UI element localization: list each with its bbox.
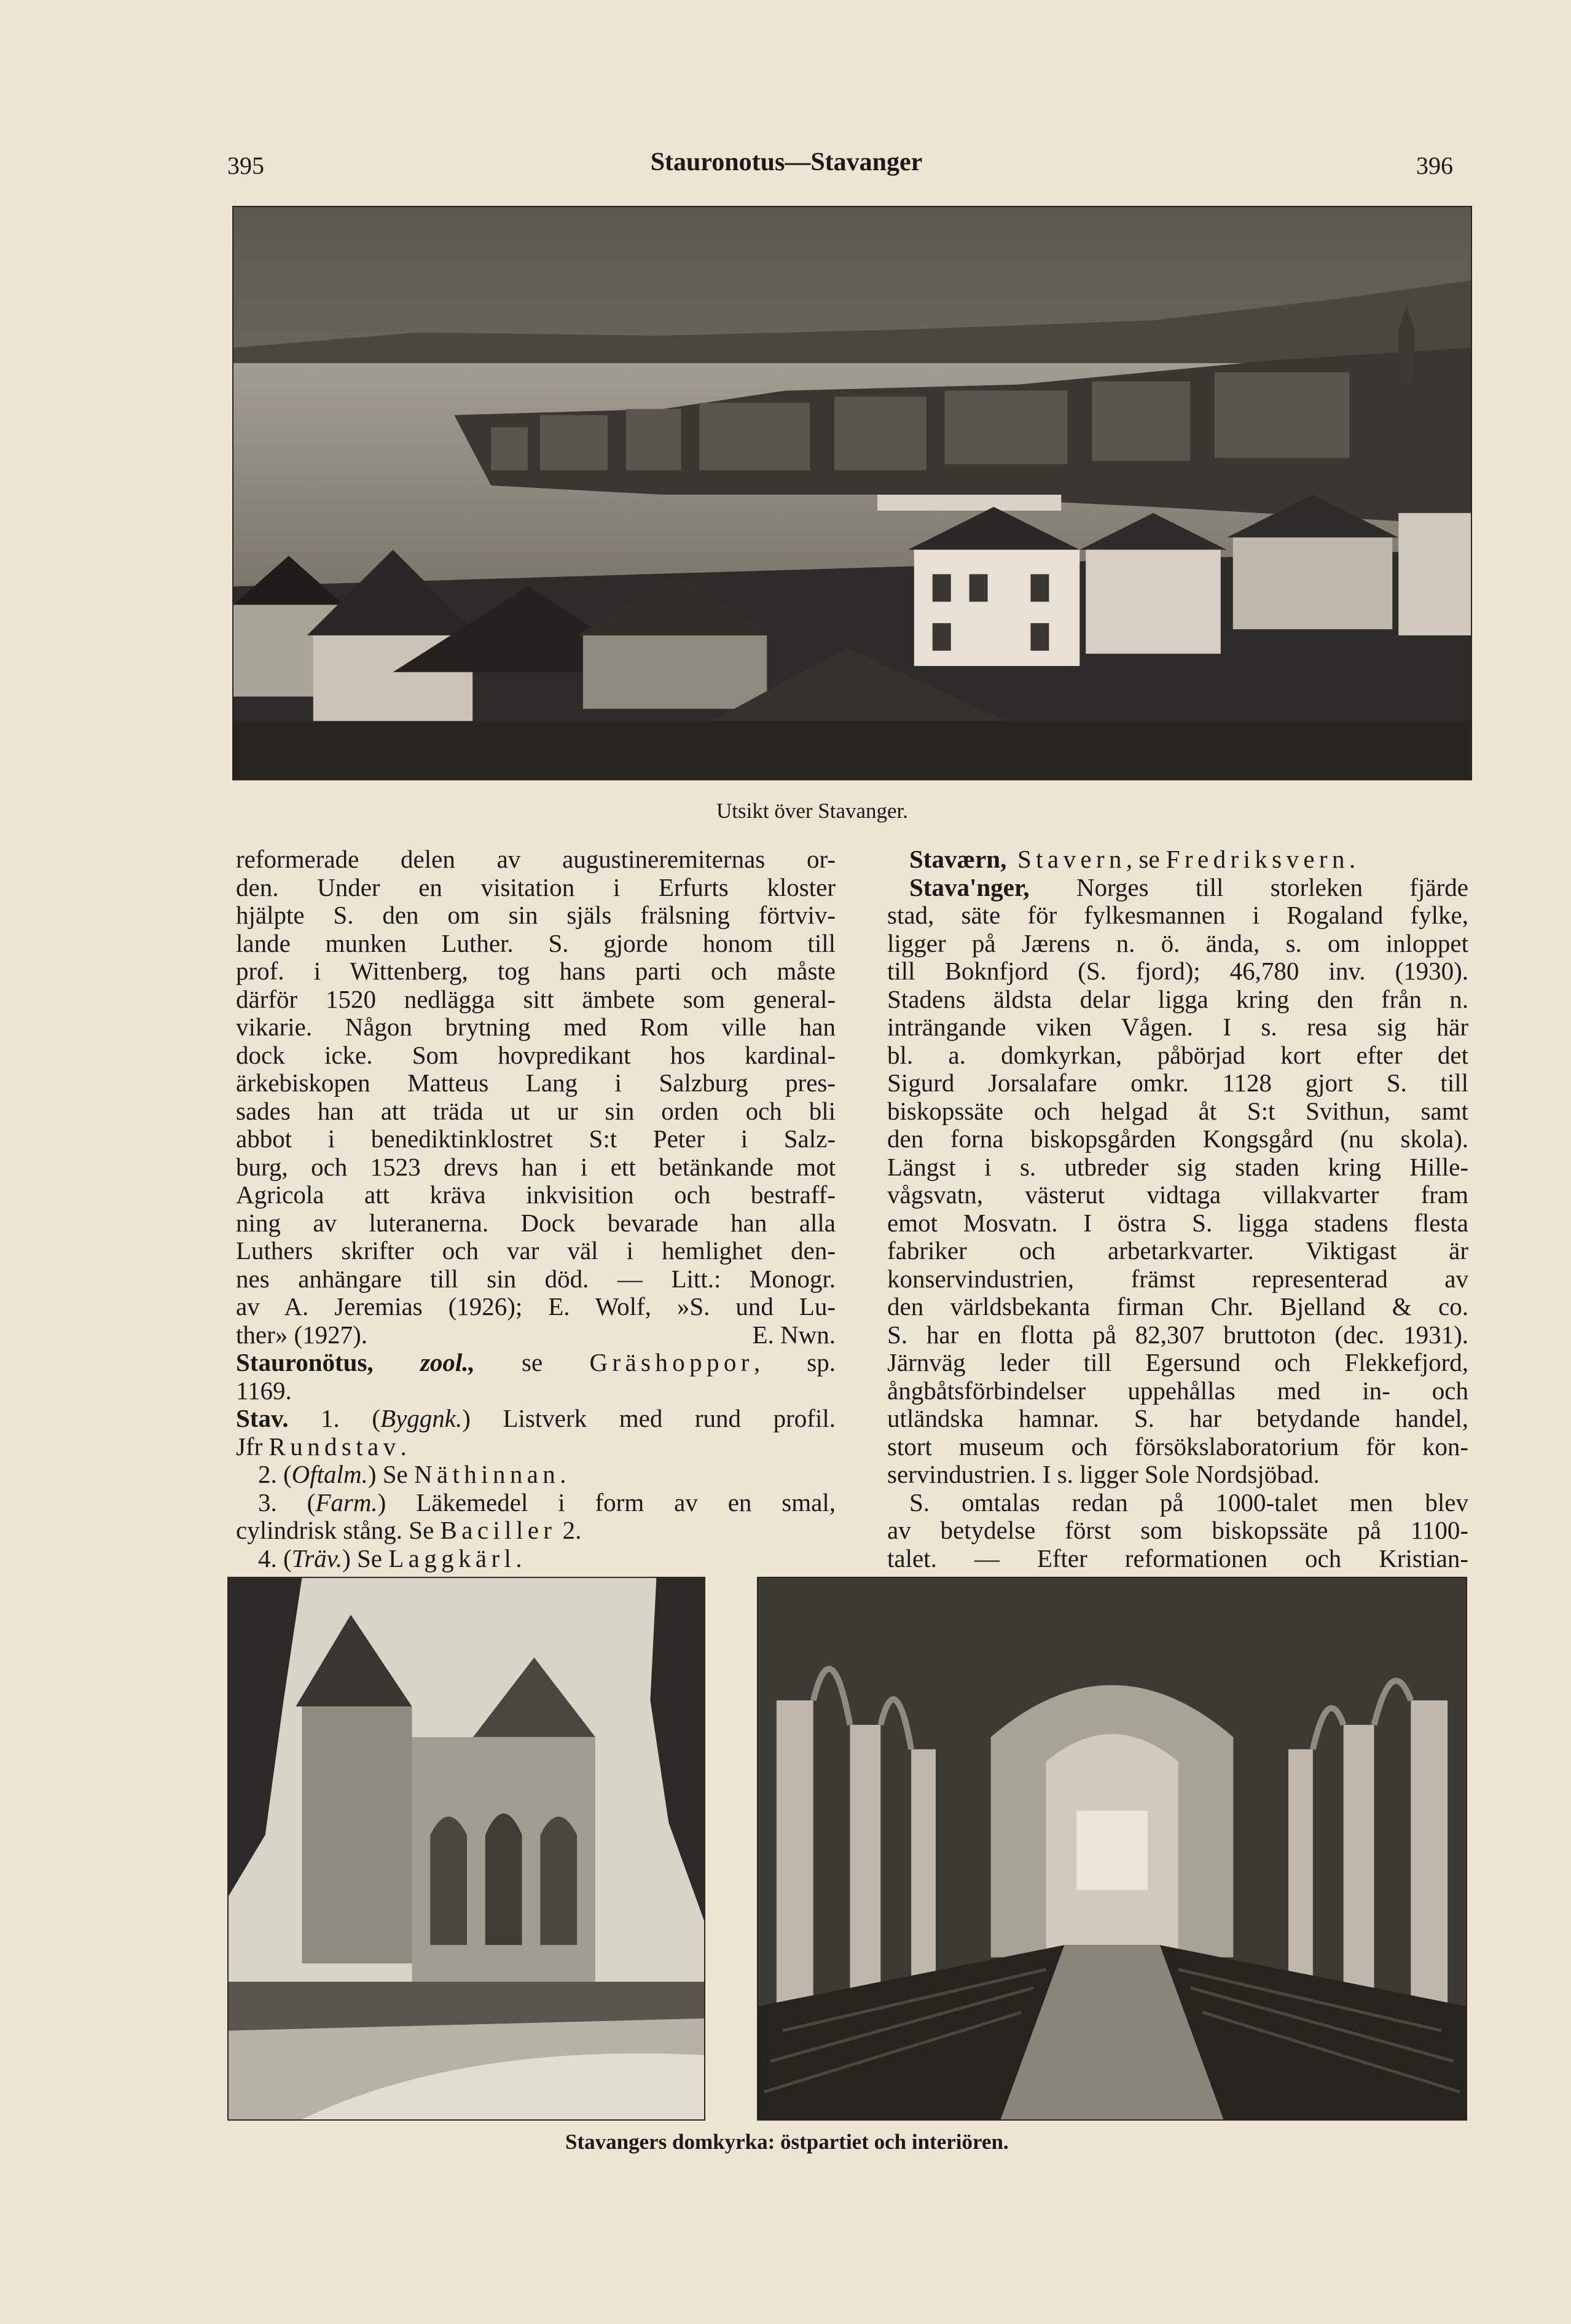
- text-line: servindustrien. I s. ligger Sole Nordsjöbad.: [887, 1460, 1320, 1488]
- text-line: Järnväg leder till Egersund och Flekkefjord,: [887, 1348, 1468, 1376]
- text-fragment: 1. (: [288, 1404, 381, 1432]
- text-line: Stadens äldsta delar ligga kring den från n.: [887, 984, 1468, 1013]
- text-line: konservindustrien, främst representerad av: [887, 1264, 1468, 1293]
- text-line: nes anhängare till sin död. — Litt.: Monogr.: [236, 1264, 836, 1293]
- entry-domain: Farm.: [315, 1488, 378, 1517]
- text-fragment: 2.: [556, 1516, 582, 1544]
- text-line: av betydelse först som biskopssäte på 1100-: [887, 1516, 1468, 1544]
- text-line: hjälpte S. den om sin själs frälsning förtviv-: [236, 901, 836, 929]
- text-line: abbot i benediktinklostret S:t Peter i Salz-: [236, 1125, 836, 1153]
- text-line: Sigurd Jorsalafare omkr. 1128 gjort S. till: [887, 1069, 1468, 1097]
- text-line: Agricola att kräva inkvisition och bestraff-: [236, 1180, 836, 1209]
- text-line: därför 1520 nedlägga sitt ämbete som general-: [236, 984, 836, 1013]
- text-line: biskopssäte och helgad åt S:t Svithun, samt: [887, 1096, 1468, 1125]
- text-line: S. omtalas redan på 1000-talet men blev: [909, 1488, 1468, 1517]
- text-fragment: 2. (: [258, 1460, 292, 1488]
- text-fragment: , sp.: [753, 1348, 836, 1376]
- entry-stauronotus: [236, 1349, 836, 1377]
- text-line: [236, 1433, 836, 1461]
- text-fragment: Norges till storleken fjärde: [1029, 873, 1468, 901]
- entry-term: Stava'nger,: [909, 873, 1030, 901]
- author-signature: E. Nwn.: [752, 1320, 836, 1349]
- page-number-left: 395: [227, 152, 264, 179]
- text-line: vikarie. Någon brytning med Rom ville han: [236, 1013, 836, 1041]
- text-fragment: 3. (: [258, 1488, 316, 1517]
- page-number-right: 396: [1416, 152, 1453, 179]
- text-line: talet. — Efter reformationen och Kristian-: [887, 1544, 1468, 1572]
- text-fragment: ) Läkemedel i form av en smal,: [377, 1488, 836, 1517]
- running-head: Stauronotus—Stavanger: [650, 148, 923, 176]
- cross-reference: Rundstav: [268, 1432, 401, 1461]
- text-line: S. har en flotta på 82,307 bruttoton (dec. 1931).: [887, 1320, 1468, 1349]
- text-line: ärkebiskopen Matteus Lang i Salzburg pres-: [236, 1069, 836, 1097]
- text-line: ning av luteranerna. Dock bevarade han alla: [236, 1208, 836, 1237]
- cathedral-interior-image: [758, 1578, 1466, 2119]
- text-line: ångbåtsförbindelser uppehållas med in- och: [887, 1376, 1468, 1405]
- text-line: inträngande viken Vågen. I s. resa sig här: [887, 1013, 1468, 1041]
- text-fragment: se: [474, 1348, 590, 1376]
- cross-reference: Laggkärl: [388, 1544, 516, 1572]
- text-line: [236, 1461, 836, 1489]
- cross-reference: Näthinnan: [413, 1460, 560, 1488]
- cathedral-interior-photo: [757, 1577, 1467, 2121]
- text-fragment: .: [560, 1460, 566, 1488]
- text-line: stad, säte för fylkesmannen i Rogaland fylke,: [887, 901, 1468, 929]
- entry-term: Stauronötus,: [236, 1348, 374, 1376]
- text-fragment: Jfr: [236, 1432, 269, 1461]
- text-line: sades han att träda ut ur sin orden och bli: [236, 1096, 836, 1125]
- cathedral-exterior-image: [229, 1578, 704, 2119]
- text-line: reformerade delen av augustineremiternas or-: [236, 845, 836, 873]
- entry-term: Stav.: [236, 1404, 289, 1432]
- text-line: emot Mosvatn. I östra S. ligga stadens flesta: [887, 1208, 1468, 1237]
- text-line: Längst i s. utbreder sig staden kring Hille-: [887, 1152, 1468, 1181]
- text-line-start: ther» (1927).: [236, 1320, 368, 1349]
- bottom-photos-caption: Stavangers domkyrka: östpartiet och interiören.: [565, 2130, 1009, 2154]
- entry-domain: Träv.: [291, 1544, 343, 1572]
- text-fragment: ) Se: [342, 1544, 389, 1572]
- text-fragment: ) Se: [367, 1460, 414, 1488]
- cross-reference: Fredriksvern: [1166, 845, 1349, 873]
- text-line: av A. Jeremias (1926); E. Wolf, »S. und Lu-: [236, 1292, 836, 1321]
- text-line: bl. a. domkyrkan, påbörjad kort efter det: [887, 1040, 1468, 1069]
- text-line: lande munken Luther. S. gjorde honom till: [236, 928, 836, 957]
- entry-domain: Oftalm.: [291, 1460, 368, 1488]
- text-line: till Boknfjord (S. fjord); 46,780 inv. (1930).: [887, 957, 1468, 985]
- text-line: prof. i Wittenberg, tog hans parti och måste: [236, 957, 836, 985]
- stavanger-view-image: [233, 207, 1471, 779]
- entry-domain: Byggnk.: [380, 1404, 463, 1432]
- text-line: den världsbekanta firman Chr. Bjelland & co.: [887, 1292, 1468, 1321]
- cross-reference: Gräshoppor: [589, 1348, 754, 1376]
- text-line: ligger på Jærens n. ö. ända, s. om inloppet: [887, 928, 1468, 957]
- entry-domain: zool.,: [420, 1348, 475, 1376]
- text-line: 1169.: [236, 1376, 292, 1405]
- text-fragment: ) Listverk med rund profil.: [462, 1404, 836, 1432]
- entry-stav: [236, 1405, 836, 1433]
- cathedral-exterior-photo: [227, 1577, 705, 2121]
- text-line: Luthers skrifter och var väl i hemlighet den-: [236, 1236, 836, 1265]
- stavanger-view-photo: [232, 206, 1472, 780]
- top-photo-caption: Utsikt över Stavanger.: [716, 799, 909, 823]
- text-fragment: .: [1349, 845, 1356, 873]
- text-line: dock icke. Som hovpredikant hos kardinal-: [236, 1040, 836, 1069]
- text-fragment: cylindrisk stång. Se: [236, 1516, 441, 1544]
- text-fragment: 4. (: [258, 1544, 292, 1572]
- text-line: vågsvatn, västerut vidtaga villakvarter fram: [887, 1180, 1468, 1209]
- text-fragment: .: [515, 1544, 522, 1572]
- text-line: utländska hamnar. S. har betydande handel,: [887, 1404, 1468, 1432]
- text-line: [236, 1545, 836, 1573]
- entry-stavanger: [887, 874, 1468, 902]
- text-line: [236, 1517, 836, 1545]
- right-column: [887, 846, 1468, 1572]
- text-line: [236, 1489, 836, 1517]
- cross-reference: Baciller: [440, 1516, 557, 1544]
- text-line: stort museum och försökslaboratorium för kon-: [887, 1432, 1468, 1461]
- entry-stavaern: [887, 846, 1468, 874]
- text-line: den forna biskopsgården Kongsgård (nu skola).: [887, 1125, 1468, 1153]
- text-fragment: , se: [1126, 845, 1166, 873]
- text-line: den. Under en visitation i Erfurts kloster: [236, 873, 836, 901]
- left-column: [236, 846, 836, 1572]
- text-fragment: .: [400, 1432, 407, 1461]
- text-line: burg, och 1523 drevs han i ett betänkande mot: [236, 1152, 836, 1181]
- text-line-with-signature: [236, 1321, 836, 1349]
- entry-term: Staværn,: [909, 845, 1007, 873]
- cross-reference: Stavern: [1006, 845, 1126, 873]
- text-line: fabriker och arbetarkvarter. Viktigast är: [887, 1236, 1468, 1265]
